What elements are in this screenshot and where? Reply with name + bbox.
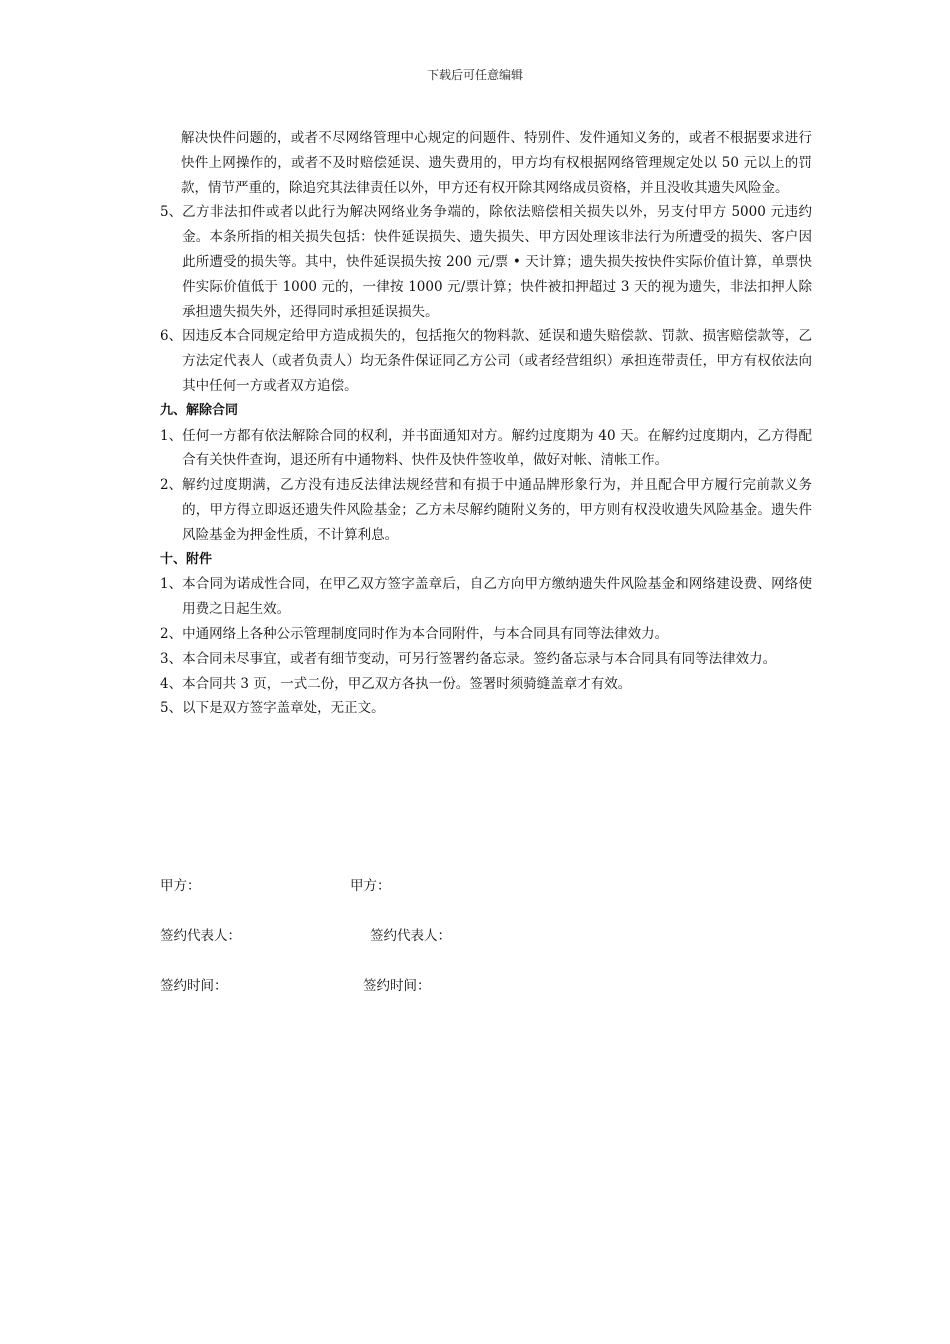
clause-number: 6、	[160, 328, 183, 345]
clause-10-2	[160, 622, 812, 647]
clause-text: 任何一方都有依法解除合同的权利，并书面通知对方。解约过度期为 40 天。在解约过度期内，乙方得配合有关快件查询，退还所有中通物料、快件及快件签收单，做好对帐、清帐工作。	[182, 427, 812, 469]
continuation-paragraph: 解决快件问题的，或者不尽网络管理中心规定的问题件、特别件、发件通知义务的，或者不根据要求进行快件上网操作的，或者不及时赔偿延误、遗失费用的，甲方均有权根据网络管理规定处以 50 元以上的罚款，情节严重的，除追究其法律责任以外，甲方还有权开除其网络成员资格，并且没收其遗失风险金。	[181, 130, 812, 196]
clause-number: 4、	[160, 675, 183, 692]
clause-text: 解约过度期满，乙方没有违反法律法规经营和有损于中通品牌形象行为，并且配合甲方履行完前款义务的，甲方得立即返还遗失件风险基金；乙方未尽解约随附义务的，甲方则有权没收遗失风险基金。遗失件风险基金为押金性质，不计算利息。	[182, 477, 812, 543]
clause-text: 本合同未尽事宜，或者有细节变动，可另行签署约备忘录。签约备忘录与本合同具有同等法律效力。	[182, 650, 777, 667]
party-a-label: 甲方：	[160, 878, 201, 894]
clause-10-4	[160, 672, 812, 697]
clause-text: 乙方非法扣件或者以此行为解决网络业务争端的，除依法赔偿相关损失以外，另支付甲方 5000 元违约金。本条所指的相关损失包括：快件延误损失、遗失损失、甲方因处理该非法行为所遭受的损失、客户因此所遭受的损失等。其中，快件延误损失按 200 元/票 • 天计算；遗失损失按快件实际价值计算，单票快件实际价值低于 1000 元的，一律按 1000 元/票计算；快件被扣押超过 3 天的视为遗失，非法扣押人除承担遗失损失外，还得同时承担延误损失。	[182, 204, 812, 320]
clause-8-5	[160, 200, 812, 324]
rep-left-label: 签约代表人：	[160, 928, 241, 944]
clause-10-3	[160, 647, 812, 672]
clause-text: 以下是双方签字盖章处，无正文。	[182, 700, 385, 717]
clause-text: 本合同共 3 页，一式二份，甲乙双方各执一份。签署时须骑缝盖章才有效。	[182, 675, 632, 692]
clause-number: 5、	[160, 700, 183, 717]
clause-text: 本合同为诺成性合同，在甲乙双方签字盖章后，自乙方向甲方缴纳遗失件风险基金和网络建设费、网络使用费之日起生效。	[182, 576, 812, 618]
signature-rep-row	[0, 924, 950, 948]
clause-8-6	[160, 324, 812, 398]
clause-number: 3、	[160, 650, 183, 667]
section-heading-termination: 九、解除合同	[160, 402, 239, 418]
time-right-label: 签约时间：	[363, 978, 431, 994]
clause-number: 5、	[160, 204, 183, 221]
clause-text: 因违反本合同规定给甲方造成损失的，包括拖欠的物料款、延误和遗失赔偿款、罚款、损害赔偿款等，乙方法定代表人（或者负责人）均无条件保证同乙方公司（或者经营组织）承担连带责任，甲方有权依法向其中任何一方或者双方追偿。	[182, 328, 812, 394]
clause-10-5	[160, 696, 812, 721]
clause-number: 1、	[160, 576, 183, 593]
time-left-label: 签约时间：	[160, 978, 228, 994]
rep-right-label: 签约代表人：	[370, 928, 451, 944]
contract-body	[160, 126, 812, 721]
clause-number: 1、	[160, 427, 183, 444]
signature-party-row	[0, 874, 950, 898]
clause-text: 中通网络上各种公示管理制度同时作为本合同附件，与本合同具有同等法律效力。	[182, 625, 669, 642]
section-heading-appendix: 十、附件	[160, 551, 213, 567]
signature-time-row	[0, 974, 950, 998]
clause-10-1	[160, 572, 812, 622]
party-b-label: 甲方：	[350, 878, 391, 894]
clause-number: 2、	[160, 625, 183, 642]
page-header: 下载后可任意编辑	[426, 68, 523, 82]
clause-9-2	[160, 473, 812, 547]
clause-9-1	[160, 424, 812, 474]
clause-number: 2、	[160, 477, 183, 494]
